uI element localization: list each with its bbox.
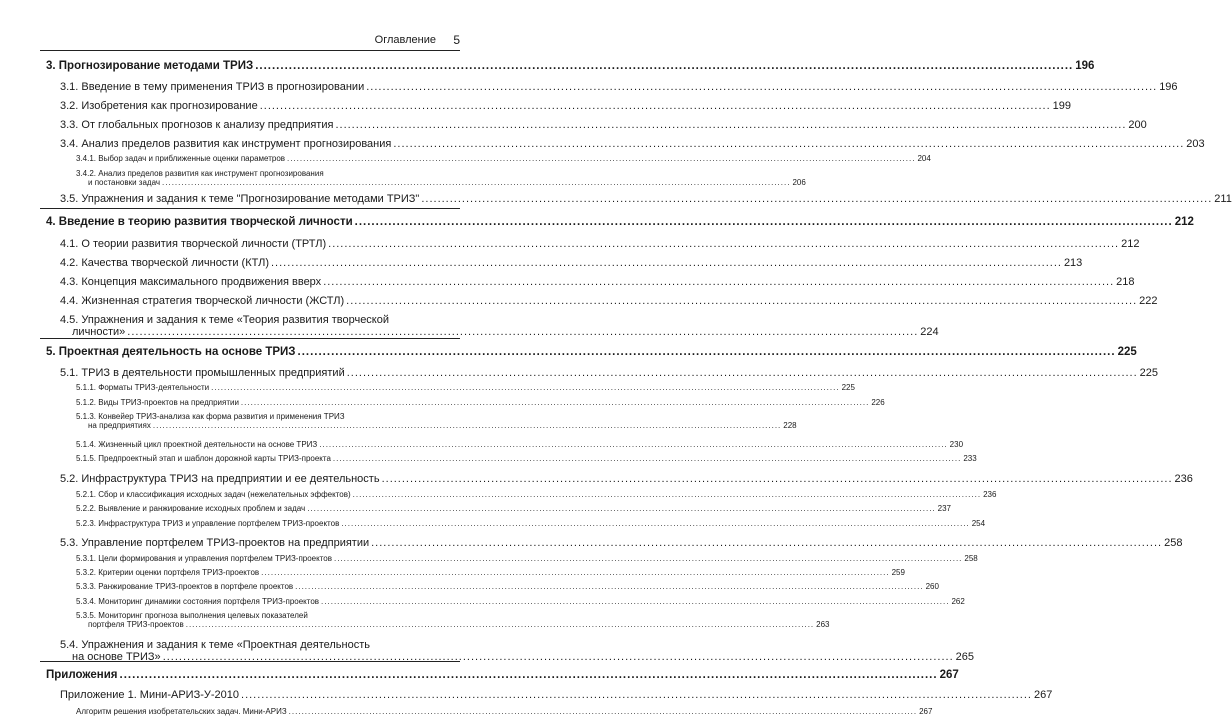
toc-entry[interactable] [40, 582, 939, 591]
toc-entry-row [60, 257, 1083, 269]
toc-entry-row [60, 81, 1178, 93]
toc-entry-row [76, 519, 986, 528]
toc-entry-title: 5. Проектная деятельность на основе ТРИЗ [46, 346, 296, 358]
section-separator [40, 338, 460, 339]
toc-entry-row [76, 383, 855, 392]
toc-entry[interactable] [40, 490, 997, 499]
toc-entry-title: 5.3.5. Мониторинг прогноза выполнения целевых показателей [76, 611, 308, 620]
toc-page-number: 237 [937, 504, 951, 513]
toc-entry-title: 5.3. Управление портфелем ТРИЗ-проектов на предприятии [60, 537, 370, 549]
toc-entry[interactable] [40, 519, 986, 528]
toc-page-number: 200 [1128, 119, 1147, 131]
toc-entry-row [60, 100, 1072, 112]
toc-page-number: 211 [1214, 193, 1232, 205]
toc-leader-dots [120, 669, 938, 681]
toc-entry-row [76, 440, 964, 449]
toc-entry[interactable] [40, 504, 951, 513]
toc-page-number: 259 [891, 568, 905, 577]
toc-entry-row [60, 367, 1159, 379]
toc-entry[interactable] [40, 383, 855, 392]
toc-page-number: 225 [1117, 346, 1137, 358]
toc-entry-row [60, 119, 1147, 131]
toc-entry-title: 5.3.2. Критерии оценки портфеля ТРИЗ-проектов [76, 568, 260, 577]
toc-entry-title: Приложения [46, 669, 118, 681]
toc-entry[interactable] [40, 554, 978, 563]
toc-leader-dots [127, 326, 918, 338]
section-separator [40, 661, 460, 662]
toc-entry-title: 3.4.2. Анализ пределов развития как инструмент прогнозирования [76, 169, 324, 178]
toc-entry-row [60, 276, 1135, 288]
toc-entry-title: 5.1.3. Конвейер ТРИЗ-анализа как форма развития и применения ТРИЗ [76, 412, 345, 421]
toc-leader-dots [162, 178, 790, 187]
toc-leader-dots [321, 597, 949, 606]
toc-entry-title: 4.1. О теории развития творческой личности (ТРТЛ) [60, 238, 327, 250]
toc-entry[interactable] [40, 398, 885, 407]
toc-entry-row [60, 138, 1205, 150]
toc-entry[interactable] [40, 138, 1205, 150]
toc-leader-dots [287, 154, 915, 163]
toc-leader-dots [211, 383, 839, 392]
toc-page-number: 230 [949, 440, 964, 449]
toc-leader-dots [323, 276, 1114, 288]
toc-entry-row [76, 178, 806, 187]
toc-entry-title: 3. Прогнозирование методами ТРИЗ [46, 60, 254, 72]
toc-entry[interactable] [40, 295, 1158, 307]
toc-entry[interactable] [40, 568, 905, 577]
toc-entry-row [76, 568, 905, 577]
toc-leader-dots [186, 620, 814, 629]
toc-entry[interactable] [40, 314, 939, 338]
toc-entry-row [46, 346, 1137, 358]
toc-leader-dots [295, 582, 923, 591]
toc-entry[interactable] [40, 276, 1135, 288]
toc-page-number: 267 [1033, 689, 1053, 701]
toc-leader-dots [421, 193, 1212, 205]
toc-entry-title: 5.2.2. Выявление и ранжирование исходных проблем и задач [76, 504, 306, 513]
toc-entry-title: 4.3. Концепция максимального продвижения вверх [60, 276, 322, 288]
toc-leader-dots [346, 295, 1137, 307]
toc-leader-dots [271, 257, 1062, 269]
toc-entry-row [76, 597, 965, 606]
toc-entry-row [76, 620, 830, 629]
toc-page-number: 212 [1121, 238, 1140, 250]
header-rule [40, 50, 460, 51]
toc-entry-title: 3.1. Введение в тему применения ТРИЗ в прогнозировании [60, 81, 365, 93]
toc-entry-title: 3.4. Анализ пределов развития как инструмент прогнозирования [60, 138, 392, 150]
toc-entry-row [76, 454, 977, 463]
toc-entry-title: 5.3.4. Мониторинг динамики состояния портфеля ТРИЗ-проектов [76, 597, 320, 606]
toc-entry-row [76, 582, 939, 591]
toc-page-number: 213 [1063, 257, 1083, 269]
toc-entry-row [60, 193, 1232, 205]
toc-entry-title: 5.1.2. Виды ТРИЗ-проектов на предприятии [76, 398, 239, 407]
toc-entry-title-cont: на основе ТРИЗ» [72, 651, 161, 663]
toc-entry[interactable] [40, 346, 1137, 358]
toc-entry-title-cont: на предприятиях [88, 421, 151, 430]
toc-leader-dots [241, 689, 1032, 701]
toc-leader-dots [353, 490, 981, 499]
toc-entry-row [76, 421, 797, 430]
toc-page-number: 260 [925, 582, 939, 591]
toc-entry-title: 4.4. Жизненная стратегия творческой личности (ЖСТЛ) [60, 295, 345, 307]
toc-leader-dots [334, 554, 962, 563]
toc-entry-title: 5.3.1. Цели формирования и управления портфелем ТРИЗ-проектов [76, 554, 332, 563]
toc-entry-title: 5.3.3. Ранжирование ТРИЗ-проектов в портфеле проектов [76, 582, 294, 591]
toc-entry-title: 3.3. От глобальных прогнозов к анализу предприятия [60, 119, 334, 131]
toc-page-number: 224 [920, 326, 939, 338]
toc-entry[interactable] [40, 689, 1053, 701]
toc-page-number: 222 [1139, 295, 1158, 307]
toc-leader-dots [371, 537, 1162, 549]
toc-page-number: 236 [983, 490, 997, 499]
toc-entry-title: 5.1.5. Предпроектный этап и шаблон дорожной карты ТРИЗ-проекта [76, 454, 331, 463]
toc-page-number: 225 [841, 383, 855, 392]
toc-entry[interactable] [40, 257, 1083, 269]
toc-entry-title: 3.5. Упражнения и задания к теме "Прогнозирование методами ТРИЗ" [60, 193, 420, 205]
toc-entry[interactable] [40, 119, 1147, 131]
toc-entry-row [76, 398, 885, 407]
running-header-title: Оглавление [374, 34, 436, 46]
toc-entry-title: Приложение 1. Мини-АРИЗ-У-2010 [60, 689, 240, 701]
toc-page-number: 212 [1174, 216, 1194, 228]
toc-entry-row [60, 689, 1053, 701]
toc-leader-dots [366, 81, 1157, 93]
toc-entry-title: 4.2. Качества творческой личности (КТЛ) [60, 257, 269, 269]
toc-entry[interactable] [40, 454, 977, 463]
toc-page-number: 196 [1159, 81, 1178, 93]
toc-entry[interactable] [40, 367, 1159, 379]
toc-entry[interactable] [40, 169, 806, 187]
toc-leader-dots [328, 238, 1119, 250]
toc-leader-dots [289, 707, 917, 716]
toc-entry-row [76, 554, 978, 563]
toc-leader-dots [355, 216, 1173, 228]
toc-leader-dots [341, 519, 969, 528]
page-number: 5 [453, 33, 460, 47]
toc-entry-row [76, 504, 951, 513]
toc-leader-dots [255, 60, 1073, 72]
toc-page-number: 218 [1116, 276, 1135, 288]
toc-page-number: 236 [1174, 473, 1193, 485]
toc-entry-title-cont: и постановки задач [88, 178, 161, 187]
toc-entry-row [76, 490, 997, 499]
toc-entry[interactable] [40, 707, 933, 716]
toc-entry-title-cont: личности» [72, 326, 126, 338]
toc-entry-title: 4.5. Упражнения и задания к теме «Теория развития творческой [60, 314, 390, 326]
toc-entry-row [76, 154, 931, 163]
toc-entry[interactable] [40, 60, 1095, 72]
toc-leader-dots [335, 119, 1126, 131]
toc-leader-dots [333, 454, 961, 463]
toc-entry-title: 5.4. Упражнения и задания к теме «Проектная деятельность [60, 639, 370, 651]
toc-leader-dots [153, 421, 781, 430]
toc-page-number: 233 [963, 454, 977, 463]
toc-entry-title: 5.2. Инфраструктура ТРИЗ на предприятии и ее деятельность [60, 473, 380, 485]
toc-page-number: 258 [1164, 537, 1183, 549]
toc-leader-dots [307, 504, 935, 513]
toc-leader-dots [241, 398, 869, 407]
toc-page-number: 258 [964, 554, 978, 563]
toc-entry-title: Алгоритм решения изобретательских задач. Мини-АРИЗ [76, 707, 287, 716]
toc-entry[interactable] [40, 154, 931, 163]
toc-entry-title: 4. Введение в теорию развития творческой личности [46, 216, 353, 228]
toc-entry[interactable] [40, 238, 1140, 250]
toc-leader-dots [261, 568, 889, 577]
toc-entry-row [60, 473, 1193, 485]
toc-entry[interactable] [40, 81, 1178, 93]
toc-entry-title: 3.4.1. Выбор задач и приближенные оценки параметров [76, 154, 286, 163]
toc-entry[interactable] [40, 473, 1193, 485]
toc-entry-row [46, 216, 1194, 228]
toc-entry-title: 3.2. Изобретения как прогнозирование [60, 100, 258, 112]
toc-entry[interactable] [40, 669, 959, 681]
toc-entry-title: 5.1. ТРИЗ в деятельности промышленных предприятий [60, 367, 345, 379]
toc-page-number: 267 [939, 669, 959, 681]
toc-page-number: 263 [816, 620, 830, 629]
toc-entry-title: 5.1.1. Форматы ТРИЗ-деятельности [76, 383, 210, 392]
toc-leader-dots [319, 440, 947, 449]
toc-page-number: 267 [919, 707, 933, 716]
toc-leader-dots [393, 138, 1184, 150]
toc-entry[interactable] [40, 440, 964, 449]
toc-page-number: 199 [1052, 100, 1072, 112]
toc-page-number: 254 [971, 519, 986, 528]
toc-leader-dots [382, 473, 1173, 485]
toc-entry-row [46, 60, 1095, 72]
toc-page-number: 206 [792, 178, 806, 187]
toc-entry-row [60, 238, 1140, 250]
toc-entry-row [60, 326, 939, 338]
toc-page-number: 196 [1075, 60, 1095, 72]
toc-entry[interactable] [40, 193, 1232, 205]
toc-page-number: 262 [951, 597, 965, 606]
toc-leader-dots [260, 100, 1051, 112]
toc-leader-dots [298, 346, 1116, 358]
toc-page-number: 225 [1139, 367, 1159, 379]
section-separator [40, 208, 460, 209]
toc-page-number: 228 [783, 421, 797, 430]
toc-entry[interactable] [40, 412, 797, 430]
toc-entry[interactable] [40, 100, 1072, 112]
toc-entry[interactable] [40, 611, 830, 629]
toc-entry-title-cont: портфеля ТРИЗ-проектов [88, 620, 184, 629]
toc-entry-row [60, 295, 1158, 307]
toc-entry[interactable] [40, 216, 1194, 228]
toc-entry-title: 5.1.4. Жизненный цикл проектной деятельности на основе ТРИЗ [76, 440, 318, 449]
toc-page-number: 265 [955, 651, 974, 663]
toc-page-number: 204 [917, 154, 931, 163]
toc-entry[interactable] [40, 597, 965, 606]
toc-entry[interactable] [40, 537, 1183, 549]
running-header [0, 30, 500, 50]
toc-entry-row [60, 537, 1183, 549]
toc-leader-dots [347, 367, 1138, 379]
toc-entry-title: 5.2.3. Инфраструктура ТРИЗ и управление портфелем ТРИЗ-проектов [76, 519, 340, 528]
toc-entry[interactable] [40, 639, 974, 663]
toc-entry-row [46, 669, 959, 681]
toc-entry-title: 5.2.1. Сбор и классификация исходных задач (нежелательных эффектов) [76, 490, 351, 499]
toc-entry-row [76, 707, 933, 716]
toc-page-number: 203 [1186, 138, 1205, 150]
toc-page-number: 226 [871, 398, 885, 407]
